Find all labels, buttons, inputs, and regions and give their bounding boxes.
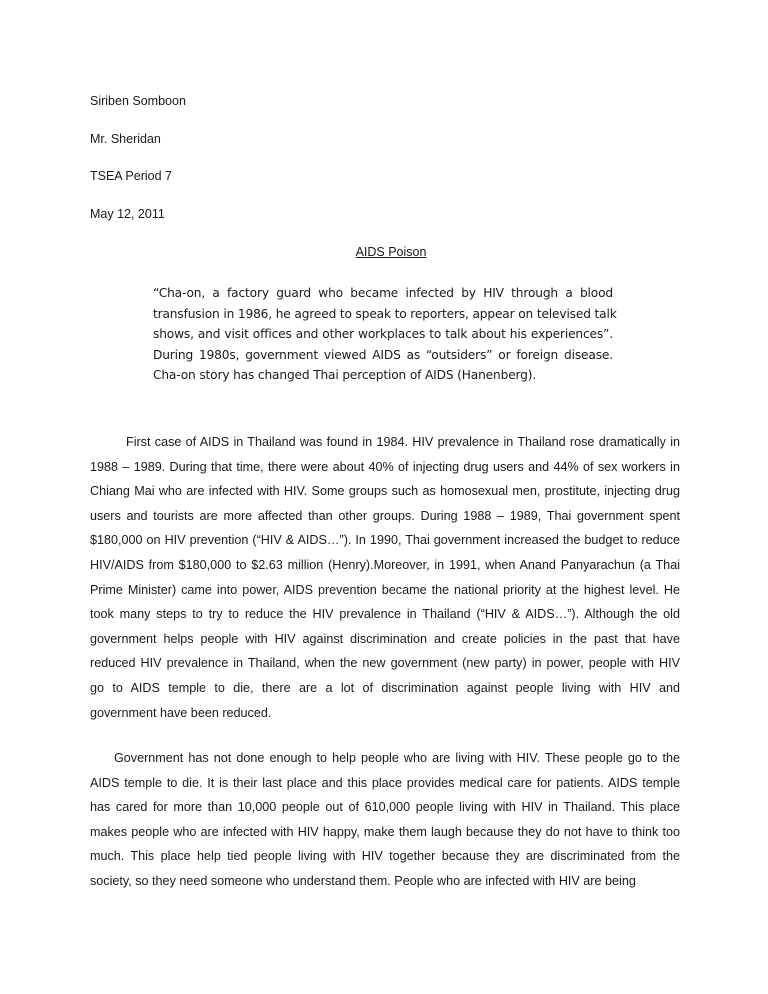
block-quote <box>153 283 617 386</box>
teacher-name: Mr. Sheridan <box>90 132 161 146</box>
paragraph-line: has cared for more than 10,000 people out of 610,000 people living with HIV in Thailand. This place <box>90 800 680 815</box>
paragraph-line: $180,000 on HIV prevention (“HIV & AIDS…”). In 1990, Thai government increased the budget to reduce <box>90 533 680 548</box>
class-period: TSEA Period 7 <box>90 169 172 183</box>
paragraph-1 <box>90 430 680 725</box>
author-name: Siriben Somboon <box>90 94 186 108</box>
paragraph-line: society, so they need someone who understand them. People who are infected with HIV are being <box>90 873 636 888</box>
paragraph-2 <box>90 746 680 894</box>
paragraph-line: Prime Minister) came into power, AIDS prevention became the national priority at the highest level. He <box>90 582 680 597</box>
paragraph-line: HIV/AIDS from $180,000 to $2.63 million (Henry).Moreover, in 1991, when Anand Panyarachun (a Thai <box>90 557 680 572</box>
paragraph-line: Chiang Mai who are infected with HIV. Some groups such as homosexual men, prostitute, injecting drug <box>90 484 680 499</box>
paragraph-line: 1988 – 1989. During that time, there were about 40% of injecting drug users and 44% of sex workers in <box>90 459 680 474</box>
essay-date: May 12, 2011 <box>90 207 165 221</box>
paragraph-line: took many steps to try to reduce the HIV prevalence in Thailand (“HIV & AIDS…”). Although the old <box>90 607 680 622</box>
paragraph-line: government have been reduced. <box>90 705 272 720</box>
paragraph-line: Government has not done enough to help people who are living with HIV. These people go to the <box>114 751 680 765</box>
quote-line: During 1980s, government viewed AIDS as “outsiders” or foreign disease. <box>153 347 613 362</box>
quote-line: “Cha-on, a factory guard who became infected by HIV through a blood <box>153 286 613 300</box>
paragraph-line: much. This place help tied people living with HIV together because they are discriminated from the <box>90 849 680 864</box>
paragraph-line: reduced HIV prevalence in Thailand, when the new government (new party) in power, people with HIV <box>90 656 680 671</box>
paragraph-line: go to AIDS temple to die, there are a lot of discrimination against people living with HIV and <box>90 680 680 695</box>
paragraph-line: First case of AIDS in Thailand was found in 1984. HIV prevalence in Thailand rose dramatically in <box>126 435 680 449</box>
quote-line: transfusion in 1986, he agreed to speak to reporters, appear on televised talk <box>153 306 617 321</box>
paragraph-line: government helps people with HIV against discrimination and create policies in the past that have <box>90 631 680 646</box>
paragraph-line: users and tourists are more affected than other groups. During 1988 – 1989, Thai government spent <box>90 508 680 523</box>
essay-title: AIDS Poison <box>355 245 427 259</box>
essay-title-wrapper <box>0 244 768 260</box>
quote-line: shows, and visit offices and other workplaces to talk about his experiences”. <box>153 327 613 342</box>
paragraph-line: makes people who are infected with HIV happy, make them laugh because they do not have to think too <box>90 824 680 839</box>
quote-line: Cha-on story has changed Thai perception of AIDS (Hanenberg). <box>153 368 537 383</box>
paragraph-line: AIDS temple to die. It is their last place and this place provides medical care for patients. AIDS temple <box>90 775 680 790</box>
